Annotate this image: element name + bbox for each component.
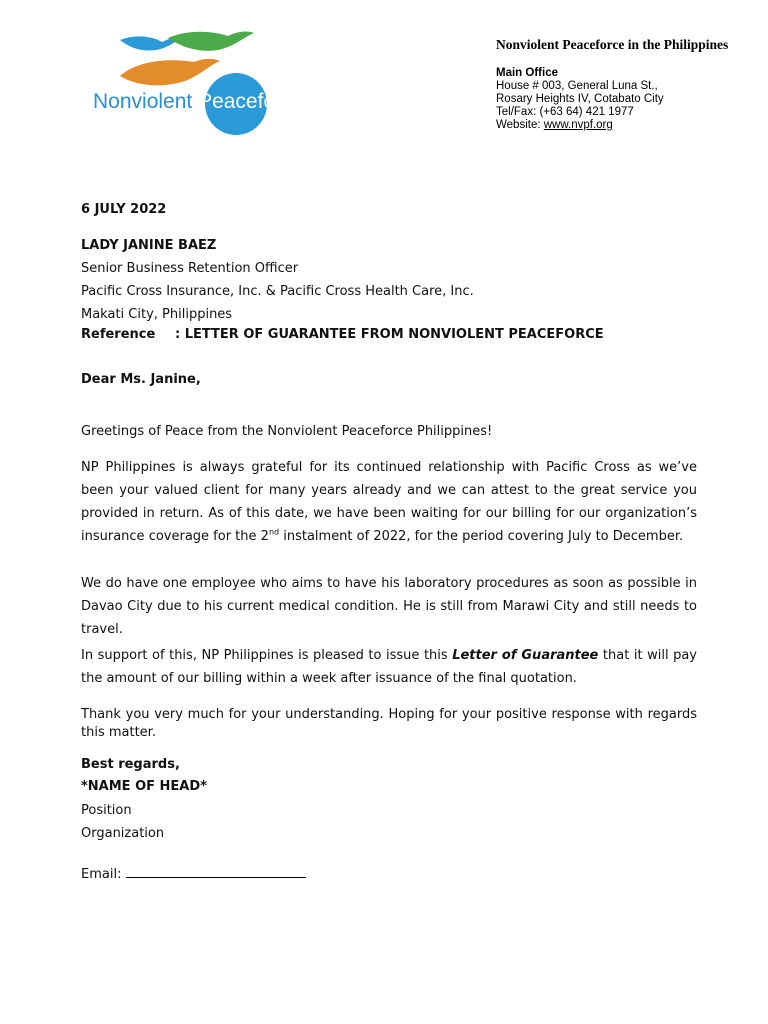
email-blank [126, 866, 306, 878]
address-line-1: House # 003, General Luna St., [496, 80, 658, 92]
salutation: Dear Ms. Janine, [81, 372, 201, 387]
letter-date: 6 JULY 2022 [81, 202, 167, 217]
logo-wordmark: Nonviolent Peaceforce [93, 90, 305, 113]
address-line-2: Rosary Heights IV, Cotabato City [496, 93, 664, 105]
signatory-organization: Organization [81, 826, 165, 841]
closing-regards: Best regards, [81, 757, 180, 772]
signatory-position: Position [81, 803, 132, 818]
recipient-name: LADY JANINE BAEZ [81, 238, 217, 253]
website-link[interactable]: www.nvpf.org [543, 119, 613, 131]
recipient-company: Pacific Cross Insurance, Inc. & Pacific Cross Health Care, Inc. [81, 284, 474, 299]
reference-line: Reference : LETTER OF GUARANTEE FROM NONVIOLENT PEACEFORCE [81, 327, 604, 342]
paragraph-relationship: NP Philippines is always grateful for its continued relationship with Pacific Cross as we’ve been your valued client for many years already and we can attest to the great service you provided in return. As of this date, we have been waiting for our billing for our organization’s insurance coverage for the 2nd instalment of 2022, for the period covering July to December. [81, 460, 697, 544]
tel-fax: Tel/Fax: (+63 64) 421 1977 [496, 106, 634, 118]
recipient-title: Senior Business Retention Officer [81, 261, 299, 276]
email-line: Email: [81, 866, 306, 882]
organization-title: Nonviolent Peaceforce in the Philippines [496, 37, 729, 52]
paragraph-thanks: Thank you very much for your understanding. Hoping for your positive response with regards this matter. [81, 707, 697, 740]
paragraph-guarantee: In support of this, NP Philippines is pleased to issue this Letter of Guarantee that it will pay the amount of our billing within a week after issuance of the final quotation. [81, 648, 697, 686]
signatory-name: *NAME OF HEAD* [81, 779, 207, 794]
recipient-city: Makati City, Philippines [81, 307, 233, 322]
website-line: Website: www.nvpf.org [496, 119, 613, 131]
main-office-block [496, 67, 664, 132]
office-label: Main Office [496, 67, 558, 79]
greeting-line: Greetings of Peace from the Nonviolent Peaceforce Philippines! [81, 424, 493, 439]
organization-logo [90, 28, 326, 138]
dove-logo-icon [90, 28, 326, 138]
paragraph-employee: We do have one employee who aims to have his laboratory procedures as soon as possible in Davao City due to his current medical condition. He is still from Marawi City and still needs to travel. [81, 576, 697, 637]
